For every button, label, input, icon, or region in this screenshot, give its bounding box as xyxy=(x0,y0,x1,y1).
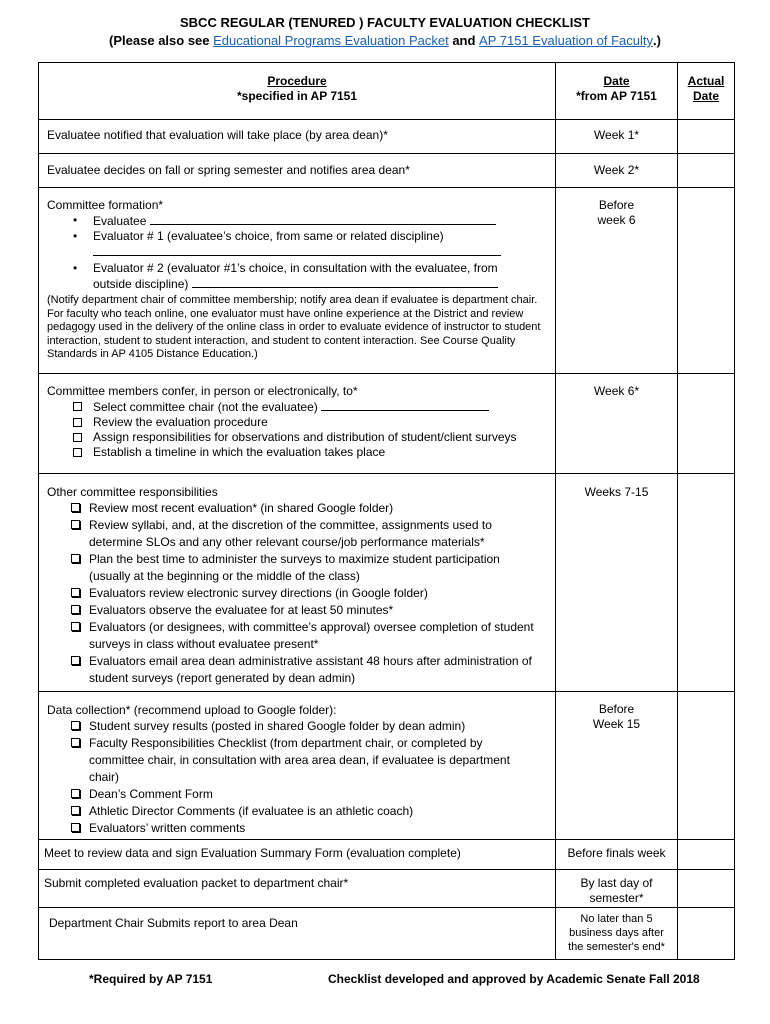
checklist-item[interactable]: Evaluators email area dean administrative assistant 48 hours after administration of student surveys (report generated by dean admin) xyxy=(47,653,535,687)
table-row xyxy=(39,188,735,374)
table-row xyxy=(39,908,735,960)
date-cell: Week 6* xyxy=(556,374,678,474)
list-item: • Evaluatee xyxy=(47,213,549,229)
educational-programs-link[interactable]: Educational Programs Evaluation Packet xyxy=(213,33,449,48)
checklist-item[interactable]: Athletic Director Comments (if evaluatee is an athletic coach) xyxy=(47,803,515,820)
subtitle-suffix: .) xyxy=(652,33,661,48)
date-cell: Before week 6 xyxy=(556,188,678,374)
procedure-cell xyxy=(39,692,556,840)
table-row xyxy=(39,840,735,870)
actual-date-cell[interactable] xyxy=(678,474,735,692)
row-heading: Committee members confer, in person or electronically, to* xyxy=(47,384,358,398)
checklist-item[interactable]: Select committee chair (not the evaluatee) xyxy=(47,399,549,415)
ap-7151-link[interactable]: AP 7151 Evaluation of Faculty xyxy=(479,33,653,48)
responsibilities-checklist xyxy=(47,500,535,687)
checklist-item[interactable]: Evaluators’ written comments xyxy=(47,820,515,837)
checklist-item[interactable]: Evaluators review electronic survey directions (in Google folder) xyxy=(47,585,535,602)
date-cell: Week 2* xyxy=(556,154,678,188)
date-cell: No later than 5 business days after the semester's end* xyxy=(556,908,678,960)
list-item-blank xyxy=(47,244,549,258)
table-row xyxy=(39,692,735,840)
confer-checklist xyxy=(47,399,549,460)
table-row xyxy=(39,374,735,474)
date-cell: By last day of semester* xyxy=(556,870,678,908)
checklist-item[interactable]: Review most recent evaluation* (in shared Google folder) xyxy=(47,500,535,517)
list-item: outside discipline) xyxy=(47,276,549,292)
subtitle-middle: and xyxy=(448,33,480,48)
checklist-item[interactable]: Dean’s Comment Form xyxy=(47,786,515,803)
row-heading: Committee formation* xyxy=(47,198,164,212)
checklist-item[interactable]: Review syllabi, and, at the discretion of the committee, assignments used to determine SLOs and any other relevant course/job performance materials* xyxy=(47,517,535,551)
checklist-item[interactable]: Faculty Responsibilities Checklist (from department chair, or completed by committee chair, in consultation with area area dean, if evaluatee is department chair) xyxy=(47,735,515,786)
procedure-cell: Submit completed evaluation packet to department chair* xyxy=(39,870,556,908)
list-item: • Evaluator # 2 (evaluator #1’s choice, in consultation with the evaluatee, from xyxy=(47,261,549,276)
table-row xyxy=(39,120,735,154)
committee-list xyxy=(47,213,549,292)
footer-required-note: *Required by AP 7151 xyxy=(89,972,213,986)
checklist-item[interactable]: Student survey results (posted in shared Google folder by dean admin) xyxy=(47,718,515,735)
procedure-cell: Department Chair Submits report to area Dean xyxy=(39,908,556,960)
procedure-cell: Meet to review data and sign Evaluation Summary Form (evaluation complete) xyxy=(39,840,556,870)
date-header: Date *from AP 7151 xyxy=(556,63,678,120)
checklist-item[interactable]: Assign responsibilities for observations and distribution of student/client surveys xyxy=(47,430,549,445)
footer-approval-note: Checklist developed and approved by Academic Senate Fall 2018 xyxy=(328,972,700,986)
table-row xyxy=(39,154,735,188)
data-collection-checklist xyxy=(47,718,515,837)
actual-date-cell[interactable] xyxy=(678,692,735,840)
actual-date-cell[interactable] xyxy=(678,374,735,474)
document-subtitle xyxy=(0,32,770,49)
actual-date-cell[interactable] xyxy=(678,154,735,188)
procedure-cell xyxy=(39,374,556,474)
procedure-cell xyxy=(39,188,556,374)
actual-date-header: Actual Date xyxy=(678,63,735,120)
table-row xyxy=(39,474,735,692)
table-row xyxy=(39,870,735,908)
actual-date-cell[interactable] xyxy=(678,188,735,374)
actual-date-cell[interactable] xyxy=(678,120,735,154)
checklist-item[interactable]: Evaluators observe the evaluatee for at least 50 minutes* xyxy=(47,602,535,619)
procedure-cell: Evaluatee decides on fall or spring semester and notifies area dean* xyxy=(39,154,556,188)
committee-note: (Notify department chair of committee membership; notify area dean if evaluatee is department chair. For faculty who teach online, one evaluator must have online experience at the District and review pedagogy used in the delivery of the online class in order to evaluate evidence of instructor to student interaction, student to student interaction, and student to content interaction. See Course Quality Standards in AP 4105 Distance Education.) xyxy=(47,294,541,360)
actual-date-cell[interactable] xyxy=(678,840,735,870)
actual-date-cell[interactable] xyxy=(678,870,735,908)
checklist-table xyxy=(38,62,735,960)
document-title: SBCC REGULAR (TENURED ) FACULTY EVALUATION CHECKLIST xyxy=(180,15,590,30)
checklist-item[interactable]: Plan the best time to administer the surveys to maximize student participation (usually at the beginning or the middle of the class) xyxy=(47,551,535,585)
checklist-item[interactable]: Evaluators (or designees, with committee’s approval) oversee completion of student surveys in class without evaluatee present* xyxy=(47,619,535,653)
date-cell: Before Week 15 xyxy=(556,692,678,840)
row-heading: Other committee responsibilities xyxy=(47,485,218,499)
subtitle-prefix: (Please also see xyxy=(109,33,214,48)
procedure-cell xyxy=(39,474,556,692)
row-heading: Data collection* (recommend upload to Google folder): xyxy=(47,703,337,717)
date-cell: Weeks 7-15 xyxy=(556,474,678,692)
procedure-header: Procedure *specified in AP 7151 xyxy=(39,63,556,120)
procedure-cell: Evaluatee notified that evaluation will take place (by area dean)* xyxy=(39,120,556,154)
actual-date-cell[interactable] xyxy=(678,908,735,960)
checklist-item[interactable]: Review the evaluation procedure xyxy=(47,415,549,430)
checklist-item[interactable]: Establish a timeline in which the evaluation takes place xyxy=(47,445,549,460)
date-cell: Week 1* xyxy=(556,120,678,154)
list-item: • Evaluator # 1 (evaluatee’s choice, from same or related discipline) xyxy=(47,229,549,244)
date-cell: Before finals week xyxy=(556,840,678,870)
table-header-row xyxy=(39,63,735,120)
